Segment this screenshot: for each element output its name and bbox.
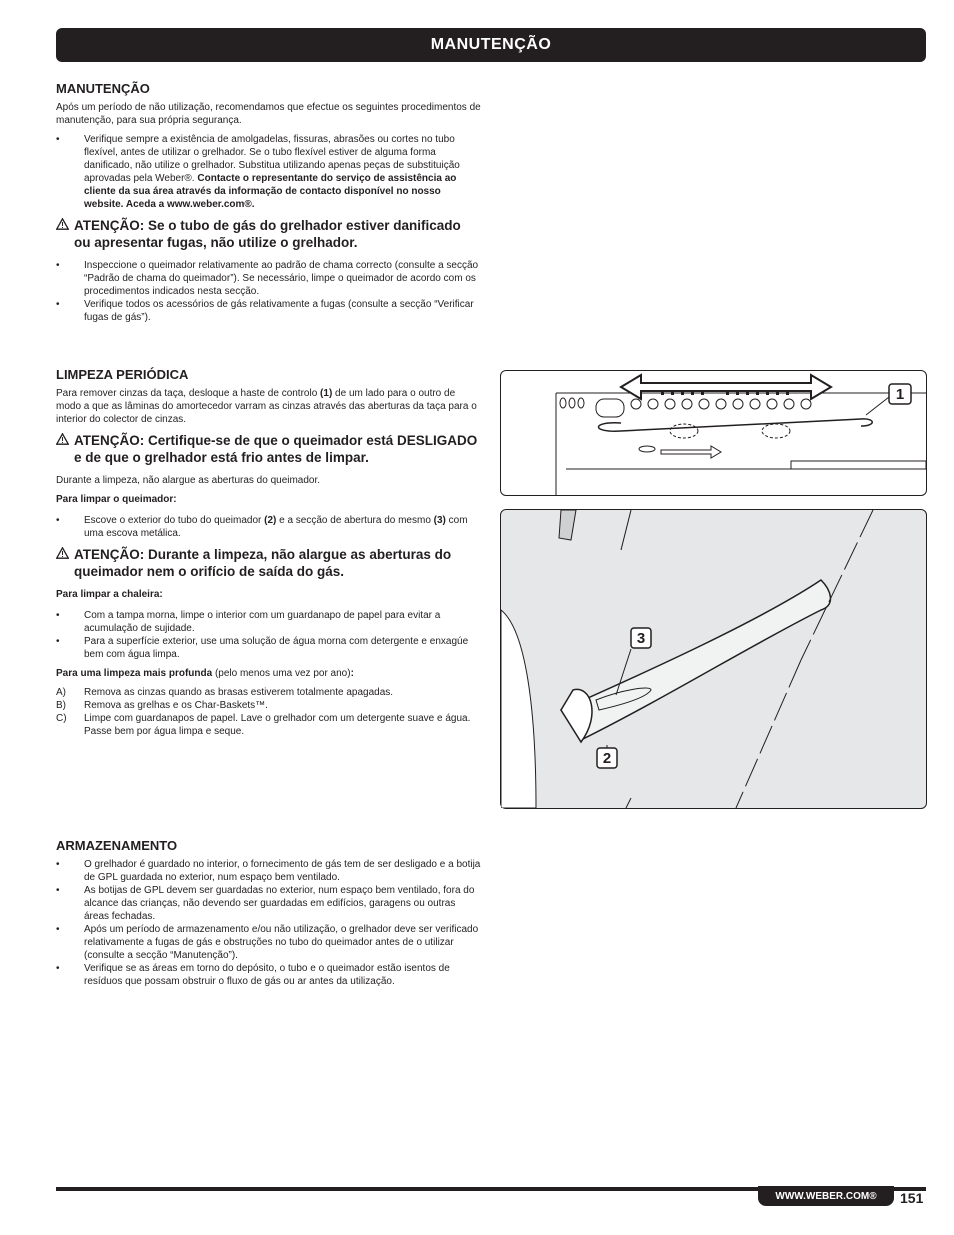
bullet-mark: • [56, 636, 60, 647]
deep-heading [56, 667, 481, 680]
storage-3: Após um período de armazenamento e/ou não utilização, o grelhador deve ser verificado relativamente a fugas de gás e obstruções no tubo do queimador antes de o utilizar (consulte a secção “Manutenção”). [84, 924, 479, 961]
warning-icon [56, 547, 69, 559]
deep-list [56, 686, 481, 738]
figure-damper-handle [500, 370, 927, 496]
bullet-mark: • [56, 885, 60, 896]
bullet-mark: • [56, 859, 60, 870]
bullet-mark: • [56, 924, 60, 935]
storage-section [56, 839, 481, 994]
burner-list [56, 514, 481, 540]
damper-illustration [501, 371, 926, 495]
footer-website-text: WWW.WEBER.COM® [775, 1190, 877, 1202]
bullet-mark: • [56, 963, 60, 974]
bullet-mark: • [56, 134, 60, 145]
list-item [56, 858, 481, 884]
deep-b-label: B) [56, 700, 66, 711]
figure-burner-tube [500, 509, 927, 809]
list-item [56, 259, 481, 298]
periodic-warning-1-text: ATENÇÃO: Certifique-se de que o queimador está DESLIGADO e de que o grelhador está frio antes de limpar. [74, 433, 478, 465]
deep-c-label: C) [56, 713, 67, 724]
burner-b: e a secção de abertura do mesmo [276, 515, 434, 526]
callout-2: 2 [602, 750, 612, 767]
warning-icon [56, 218, 69, 230]
list-item [56, 712, 481, 738]
maintenance-list-1 [56, 133, 481, 211]
maintenance-intro: Após um período de não utilização, recomendamos que efectue os seguintes procedimentos de manutenção, para sua própria segurança. [56, 102, 481, 126]
burner-c: com uma escova metálica. [84, 515, 468, 539]
burner-heading: Para limpar o queimador: [56, 494, 177, 505]
storage-list [56, 858, 481, 988]
maintenance-title: MANUTENÇÃO [56, 81, 150, 96]
kettle-2: Para a superfície exterior, use uma solução de água morna com detergente e enxagúe bem com água limpa. [84, 636, 469, 660]
bullet-mark: • [56, 610, 60, 621]
storage-title: ARMAZENAMENTO [56, 838, 178, 853]
page-header [56, 28, 926, 62]
ref-2: (2) [264, 515, 277, 526]
periodic-warning-2 [56, 546, 481, 580]
periodic-title: LIMPEZA PERIÓDICA [56, 367, 189, 382]
maintenance-section [56, 82, 481, 330]
periodic-warning-2-text: ATENÇÃO: Durante a limpeza, não alargue as aberturas do queimador nem o orifício de saída do gás. [74, 547, 452, 579]
list-item [56, 635, 481, 661]
deep-colon: : [350, 668, 354, 679]
deep-c: Limpe com guardanapos de papel. Lave o grelhador com um detergente suave e água. Passe bem por água limpa e seque. [84, 713, 471, 737]
bullet-mark: • [56, 260, 60, 271]
maintenance-bullet-1-bold: Contacte o representante do serviço de assistência ao cliente da sua área através da informação de contacto disponível no nosso website. Aceda a www.weber.com®. [84, 173, 457, 210]
deep-a-label: A) [56, 687, 66, 698]
maintenance-warning-text: ATENÇÃO: Se o tubo de gás do grelhador estiver danificado ou apresentar fugas, não utilize o grelhador. [74, 218, 461, 250]
periodic-intro-b: de um lado para o outro de modo a que as lâminas do amortecedor varram as cinzas através das aberturas da taça para o interior do colector de cinzas. [56, 388, 477, 425]
deep-note: (pelo menos uma vez por ano) [212, 668, 351, 679]
kettle-list [56, 609, 481, 661]
burner-a: Escove o exterior do tubo do queimador [84, 515, 265, 526]
list-item [56, 609, 481, 635]
list-item [56, 923, 481, 962]
ref-1: (1) [320, 388, 333, 399]
ref-3: (3) [433, 515, 446, 526]
periodic-intro-a: Para remover cinzas da taça, desloque a haste de controlo [56, 388, 321, 399]
storage-2: As botijas de GPL devem ser guardadas no exterior, num espaço bem ventilado, fora do alcance das crianças, não devendo ser guardadas em edifícios, garagens ou outras áreas fechadas. [84, 885, 475, 922]
bullet-mark: • [56, 515, 60, 526]
list-item [56, 133, 481, 211]
list-item [56, 686, 481, 699]
maintenance-warning [56, 217, 481, 251]
list-item [56, 962, 481, 988]
list-item [56, 298, 481, 324]
bullet-mark: • [56, 299, 60, 310]
callout-1: 1 [895, 386, 905, 403]
list-item [56, 514, 481, 540]
page-number: 151 [900, 1190, 924, 1206]
list-item [56, 884, 481, 923]
burner-illustration [501, 510, 926, 808]
storage-1: O grelhador é guardado no interior, o fornecimento de gás tem de ser desligado e a botija de GPL guardada no exterior, num espaço bem ventilado. [84, 859, 481, 883]
maintenance-bullet-2: Inspeccione o queimador relativamente ao padrão de chama correcto (consulte a secção “Padrão de chama do queimador”). Se necessário, limpe o queimador de acordo com os procedimentos indicados nesta secção. [84, 260, 479, 297]
periodic-warning-1 [56, 432, 481, 466]
maintenance-bullet-1: Verifique sempre a existência de amolgadelas, fissuras, abrasões ou cortes no tubo flexível, antes de utilizar o grelhador. Se o tubo flexível estiver de alguma forma danificado, não utilize o grelhador. Substitua utilizando apenas peças de substituição aprovadas pela Weber®. [84, 134, 460, 184]
list-item [56, 699, 481, 712]
storage-4: Verifique se as áreas em torno do depósito, o tubo e o queimador estão isentos de resíduos que possam obstruir o fluxo de gás ou ar antes da utilização. [84, 963, 450, 987]
deep-b: Remova as grelhas e os Char-Baskets™. [84, 700, 268, 711]
warning-icon [56, 433, 69, 445]
kettle-heading: Para limpar a chaleira: [56, 589, 163, 600]
periodic-note: Durante a limpeza, não alargue as aberturas do queimador. [56, 475, 321, 486]
header-title: MANUTENÇÃO [430, 36, 552, 53]
periodic-section [56, 368, 481, 744]
footer-website[interactable] [758, 1186, 894, 1206]
deep-heading-bold: Para uma limpeza mais profunda [56, 668, 213, 679]
periodic-intro [56, 387, 481, 426]
maintenance-list-2 [56, 259, 481, 324]
maintenance-bullet-3: Verifique todos os acessórios de gás relativamente a fugas (consulte a secção “Verificar fugas de gás”). [84, 299, 474, 323]
kettle-1: Com a tampa morna, limpe o interior com um guardanapo de papel para evitar a acumulação de sujidade. [84, 610, 441, 634]
deep-a: Remova as cinzas quando as brasas estiverem totalmente apagadas. [84, 687, 394, 698]
callout-3: 3 [636, 630, 646, 647]
